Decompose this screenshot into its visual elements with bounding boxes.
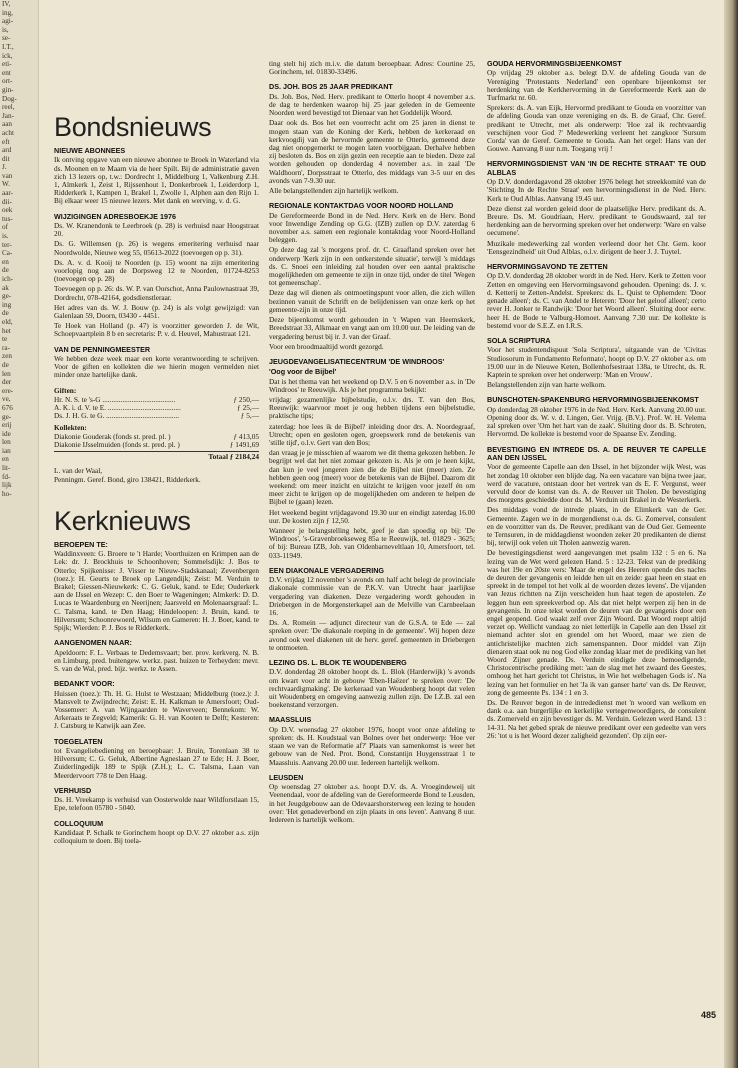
margin-fragment: lijk bbox=[2, 481, 12, 490]
article bbox=[54, 639, 259, 673]
gift-name: Hr. N. S. te 's-G ........................................ bbox=[54, 394, 176, 404]
signature: L. van der Waal, bbox=[54, 466, 103, 476]
article-paragraph: De Gereformeerde Bond in de Ned. Herv. Kerk en de Herv. Bond voor Inwendige Zending op G.G. (IZB) zullen op D.V. zaterdag 6 november a.s. samen een regionale kontaktdag voor Noord-Holland beleggen. bbox=[269, 210, 475, 245]
margin-fragment: ard bbox=[2, 146, 12, 155]
gift-amount: ƒ 413,05 bbox=[233, 431, 259, 441]
margin-fragment: aar- bbox=[2, 189, 14, 198]
margin-fragment: ian bbox=[2, 446, 11, 455]
margin-fragment: het bbox=[2, 326, 11, 335]
article-paragraph: Het adres van ds. W. J. Bouw (p. 24) is als volgt gewijzigd: van Galenlaan 59, Doorn, 03430 - 4451. bbox=[54, 302, 259, 321]
margin-fragment: eti- bbox=[2, 60, 12, 69]
gift-amount: ƒ 1491,69 bbox=[229, 439, 259, 449]
gift-amount: ƒ 250,— bbox=[233, 394, 259, 404]
article bbox=[487, 60, 706, 153]
margin-fragment: ra- bbox=[2, 343, 10, 352]
article bbox=[269, 83, 475, 195]
article-paragraph: Voor de gemeente Capelle aan den IJssel, in het bijzonder wijk West, was het zondag 10 oktober een blijde dag. Na een vacature van bijna twee jaar, werd de vacature, ontstaan door het vertrek van ds E. F. Vergunst, weer vervuld door de komst van ds. A. de Reuver uit Tholen. De bevestiging des morgens geschiedde door ds. M. Verduin uit Brakel in de Westerkerk. bbox=[487, 462, 706, 505]
gift-amount: ƒ 5,— bbox=[240, 411, 259, 421]
article-paragraph: Op D.V. donderdag 28 oktober wordt in de Ned. Herv. Kerk te Zetten voor Zetten en omgeving een Hervormingsavond gehouden. Opening: ds. J. v. d. Ketterij te Zetten-Andelst. Sprekers: ds. L. Quist te Ophemden: 'Door genade alleen'; ds. C. van Andel te Heteren: 'Door het geloof alleen'; certo rever H. Jonker te Randwijk: 'Door het Woord alleen'. Sluiting door eerw. heer H. de Bode te Valburg-Homoet. Aanvang 7.30 uur. De kollekte is bestemd voor de S.E.Z. en I.R.S. bbox=[487, 271, 706, 330]
article-paragraph: Te Hoek van Holland (p. 47) is voorzitter geworden J. de Wit, Schoepvaartplein 8 b en secretaris: P. v. d. Heuvel, Mahustraat 121. bbox=[54, 321, 259, 339]
article-paragraph: Op D.V. donderdagavond 28 oktober 1976 belegt het streekkomité van de 'Stichting In de Rechte Straat' een hervormingsdienst in de Ned. Herv. Kerk te Oud Alblas. Aanvang 19.45 uur. bbox=[487, 177, 706, 203]
article bbox=[269, 567, 475, 652]
article-paragraph: Waddinxveen: G. Broere te 't Harde; Voorthuizen en Krimpen aan de Lek: dr. J. Brockhuis te Schoonhoven; Sommelsdijk: J. Bos te Otterlo; Spijkenisse: J. Visser te Nieuw-Stadskanaal; Zevenbergen (toez.): H. Geurts te Broek op Langendijk; Zeist: M. Verduin te Brakel; Giessen-Nieuwkerk: C. G. Geluk, kand. te Ede; Ouderkerk aan de IJssel en Wezep: C. den Boer te Wageningen; Almkerk: D. D. Lucas te Waardenburg en Neerijnen; Jaarsveld en Molenaarsgraaf: L. C. Talsma, kand. te Den Haag; Hindeloopen: J. Bruin, kand. te Hilversum; Schoonrewoerd, Wilsum en Gameren: H. J. Boer, kand. te Spijk; Wierden: P. J. Bos te Ridderkerk. bbox=[54, 549, 259, 632]
article-paragraph: Des middags vond de intrede plaats, in de Elimkerk van de Ger. Gemeente. Zagen we in de morgendienst o.a. ds. G. Zomervel, consulent en de voorzitter van ds. De Reuver, predikant van de Oud Ger. Gemeente te Ternsuren, in de middagdienst woonden zeker 20 predikanten de dienst bij, terwijl ook velen uit Tholen aanwezig waren. bbox=[487, 505, 706, 548]
article-heading: BEDANKT VOOR: bbox=[54, 679, 115, 689]
article-paragraph: Wanneer je belangstelling hebt, geef je dan spoedig op bij: 'De Windroos', 's-Gravenbroekseweg 85a te Reeuwijk, tel. 01829 - 3625; of bij: Bureau IZB, Joh. van Oldenbarneveltlaan 10, Amersfoort, tel. 033-11949. bbox=[269, 525, 475, 560]
previous-page-margin bbox=[0, 0, 39, 1068]
margin-fragment: acht bbox=[2, 128, 14, 137]
article-heading: JEUGDEVANGELISATIECENTRUM 'DE WINDROOS' bbox=[269, 356, 445, 366]
signature-line2: Penningm. Geref. Bond, giro 138421, Ridderkerk. bbox=[54, 474, 201, 484]
article-paragraph: Deze bijeenkomst wordt gehouden in 't Wapen van Heemskerk, Breedstraat 33, Alkmaar en vangt aan om 10.00 uur. De leiding van de vergadering berust bij ir. J. van der Graaf. bbox=[269, 315, 475, 341]
margin-fragment: en bbox=[2, 257, 9, 266]
gift-row bbox=[54, 412, 259, 420]
article-paragraph: Ds. A. v. d. Kooij te Noorden (p. 15) woont na zijn emeritering voorlopig nog aan de Dorpsweg 12 te Noorden, 01724-8253 (toevoegen op p. 28) bbox=[54, 257, 259, 284]
article-paragraph: Toevoegen op p. 26: ds. W. P. van Oorschot, Anna Paulownastraat 39, Dordrecht, 078-42164, godsdienstleraar. bbox=[54, 284, 259, 302]
margin-fragment: dit bbox=[2, 154, 10, 163]
article bbox=[269, 60, 475, 76]
article-heading: BEVESTIGING EN INTREDE DS. A. DE REUVER TE CAPELLE AAN DEN IJSSEL bbox=[487, 444, 706, 462]
article-paragraph: Op deze dag zal 's morgens prof. dr. C. Graafland spreken over het onderwerp 'Kerk zijn in een ontkerstende situatie', terwijl 's middags ds. C. Snoei een inleiding zal houden over een aantal praktische mogelijkheden om gemeente te zijn in onze tijd, onder de titel 'Wegen tot gemeenschap'. bbox=[269, 245, 475, 288]
gift-name: A. K. i. d. V. te E. ........................................ bbox=[54, 403, 181, 413]
article-paragraph: Alle belangstellenden zijn hartelijk welkom. bbox=[269, 186, 399, 196]
margin-fragment: de bbox=[2, 266, 9, 275]
article-subheading: 'Oog voor de Bijbel' bbox=[269, 367, 337, 377]
gift-row bbox=[54, 441, 259, 449]
margin-fragment: de bbox=[2, 360, 9, 369]
article bbox=[54, 346, 259, 380]
margin-fragment: ing, bbox=[2, 8, 13, 17]
kollekten-label: Kollekten: bbox=[54, 422, 87, 432]
article-paragraph: Kandidaat P. Schalk te Gorinchem hoopt op D.V. 27 oktober a.s. zijn colloquium te doen. Bij toela- bbox=[54, 828, 259, 846]
article-heading: BUNSCHOTEN-SPAKENBURG HERVORMINGSBIJEENKOMST bbox=[487, 395, 699, 405]
giften-list bbox=[54, 396, 259, 421]
totaal: Totaal ƒ 2184,24 bbox=[54, 451, 259, 461]
margin-fragment: ter- bbox=[2, 240, 12, 249]
article-heading: AANGENOMEN NAAR: bbox=[54, 638, 132, 648]
margin-fragment: Ca- bbox=[2, 249, 13, 258]
article-paragraph: Huissen (toez.): Th. H. G. Hulst te Westzaan; Middelburg (toez.): J. Mansvelt te Zwijndrecht; Zeist: E. H. Kalkman te Amersfoort; Oud-Vossemeer: A. van Wijngaarden te Waverveen; Bennekom: W. Arkeraats te Zegveld; Kamerik: G. H. van Kooten te Delft; Kesteren: J. Catsburg te Katwijk aan Zee. bbox=[54, 688, 259, 731]
article-paragraph: Apeldoorn: F. L. Verbaas te Dedemsvaart; ber. prov. kerkverg. N. B. en Limburg, pred. buitengew. werkz. past. huizen te Terheyden: mevr. S. van de Wal, pred. bijz. werkz. te Assen. bbox=[54, 647, 259, 673]
article-heading: HERVORMINGSAVOND TE ZETTEN bbox=[487, 262, 608, 272]
margin-fragment: Jan- bbox=[2, 111, 14, 120]
article bbox=[487, 337, 706, 389]
article-paragraph: Muzikale medewerking zal worden verleend door het Chr. Gem. koor 'Eensgezindheid' uit Oud Alblas, o.l.v. dirigent de heer J. J. Tuytel. bbox=[487, 238, 706, 256]
margin-fragment: I.T., bbox=[2, 42, 14, 51]
margin-fragment: ide bbox=[2, 429, 11, 438]
article-heading: VAN DE PENNINGMEESTER bbox=[54, 344, 151, 354]
margin-fragment: len bbox=[2, 369, 11, 378]
article-paragraph: tot Evangeliebediening en beroepbaar: J. Bruin, Torenlaan 38 te Hilversum; C. G. Geluk, Albertine Agneslaan 27 te Ede; H. J. Boer, Zuiderlingedijk 189 te Spijk (Z.H.); L. C. Talsma, Laan van Meerdervoort 778 te Den Haag. bbox=[54, 746, 259, 780]
article-paragraph: Daar ook ds. Bos het een voorrecht acht om 25 jaren in dienst te mogen staan van de Koning der Kerk, hebben de kerkeraad en kerkvoogdij van de hervormde gemeente te Otterlo, gemeend deze dag niet onopgemerkt te mogen laten voorbijgaan. Derhalve hebben zij besloten ds. Bos en zijn gezin een receptie aan te bieden. Deze zal worden gehouden op donderdag 4 november a.s. in zaal 'De Waldhoorn', Dorpsstraat te Otterlo, des middags van 3-5 uur en des avonds van 7-9.30 uur. bbox=[269, 118, 475, 185]
column-middle bbox=[269, 60, 475, 831]
bondsnieuws-title: Bondsnieuws bbox=[54, 112, 212, 142]
article bbox=[54, 787, 259, 813]
article-heading: LEZING DS. L. BLOK TE WOUDENBERG bbox=[269, 658, 407, 668]
article-paragraph: Ds. H. Vreekamp is verhuisd van Oosterwolde naar Wildforstlaan 15, Epe, telefoon 05780 - 5040. bbox=[54, 795, 259, 813]
article-paragraph: Ik ontving opgave van een nieuwe abonnee te Broek in Waterland via ds. Moonen en te Maarn via de heer Spilt. Bij de administratie gaven zich 13 lezers op, t.w.: Dordrecht 1, Middelburg 1, Valkenburg Z.H. 1, Almkerk 1, Zeist 1, Rijssenhout 1, Donkerbroek 1, Leiderdorp 1, Ridderkerk 1, Kampen 1, Brakel 1, Zwolle 1, Alphen aan den Rijn 1. Bij elkaar weer 15 nieuwe lezers. Met dank en werving, v. d. G. bbox=[54, 155, 259, 206]
article-paragraph: vrijdag: gezamenlijke bijbelstudie, o.l.v. drs. T. van den Bos, Reeuwijk: waarvoor moet je oog hebben tijdens een bijbelstudie, praktische tips; bbox=[269, 394, 475, 421]
article-paragraph: Dat is het thema van het weekend op D.V. 5 en 6 november a.s. in 'De Windroos' te Reeuwijk. Als je het programma bekijkt: bbox=[269, 376, 475, 394]
article-heading: SOLA SCRIPTURA bbox=[487, 335, 551, 345]
margin-fragment: ho- bbox=[2, 489, 12, 498]
article bbox=[54, 738, 259, 780]
article-paragraph: Het weekend begint vrijdagavond 19.30 uur en eindigt zaterdag 16.00 uur. De kosten zijn ƒ 12,50. bbox=[269, 507, 475, 525]
article-paragraph: Op donderdag 28 oktober 1976 in de Ned. Herv. Kerk. Aanvang 20.00 uur. Opening door ds. W. v. d. Lingen, Ger. Vrijg. (B.V.). Prof. W. H. Velema zal spreken over 'Om het hart van de zaak'. Sluiting door ds. B. Schroten, Hervormd. De kollekte is bestemd voor de Spaanse Ev. Zending. bbox=[487, 404, 706, 439]
article-paragraph: Ds. W. Kranendonk te Leerbroek (p. 28) is verhuisd naar Hoogstraat 20. bbox=[54, 221, 259, 239]
article bbox=[269, 358, 475, 560]
margin-fragment: of bbox=[2, 223, 8, 232]
gift-name: Ds. J. H. G. te G. ........................................ bbox=[54, 411, 180, 421]
article-heading: MAASSLUIS bbox=[269, 715, 312, 725]
article bbox=[54, 680, 259, 730]
margin-fragment: len bbox=[2, 438, 11, 447]
article-paragraph: zaterdag: hoe lees ik de Bijbel? inleiding door drs. A. Noordegraaf, Utrecht; open en gesloten ogen, groepswerk rond de betekenis van 'stille tijd', o.l.v. Gert van den Bos; bbox=[269, 421, 475, 447]
margin-fragment: gin- bbox=[2, 85, 14, 94]
article-paragraph: Deze dienst zal worden geleid door de plaatselijke Herv. predikant ds. A. Breure. Ds. M. Goudriaan, Herv. predikant te Goudswaard, zal ter herdenking aan de hervorming spreken over het onderwerp: 'Ware en valse oecumene'. bbox=[487, 203, 706, 238]
margin-fragment: ich- bbox=[2, 275, 14, 283]
margin-fragment: te bbox=[2, 335, 8, 344]
article-paragraph: Voor een broodmaaltijd wordt gezorgd. bbox=[269, 341, 384, 351]
article-heading: TOEGELATEN bbox=[54, 736, 103, 746]
article-heading: DS. JOH. BOS 25 JAAR PREDIKANT bbox=[269, 82, 393, 92]
article-heading: NIEUWE ABONNEES bbox=[54, 146, 126, 155]
margin-fragment: ge- bbox=[2, 412, 12, 421]
bondsnieuws-articles bbox=[54, 147, 259, 380]
article-heading: REGIONALE KONTAKTDAG VOOR NOORD HOLLAND bbox=[269, 201, 454, 211]
article-heading: VERHUISD bbox=[54, 785, 92, 795]
article-paragraph: Belangstellenden zijn van harte welkom. bbox=[487, 380, 606, 390]
article-heading: LEUSDEN bbox=[269, 772, 304, 782]
margin-fragment: zen bbox=[2, 352, 12, 361]
article-paragraph: Deze dag wil dienen als ontmoetingspunt voor allen, die zich willen bezinnen vanuit de Schrift en de belijdenissen van onze kerk op het gemeente-zijn in onze tijd. bbox=[269, 288, 475, 314]
margin-fragment: agi- bbox=[2, 17, 14, 26]
margin-fragment: is. bbox=[2, 232, 9, 241]
margin-fragment: IV, bbox=[2, 0, 11, 8]
margin-fragment: lit- bbox=[2, 464, 11, 473]
article-paragraph: Op vrijdag 29 oktober a.s. belegt D.V. de afdeling Gouda van de Vereniging 'Protestants Nederland' een openbare bijeenkomst ter herdenking van de Kerkhervorming in de Gereformeerde Kerk aan de Turfmarkt nr. 60. bbox=[487, 68, 706, 103]
article-paragraph: dan vraag je je misschien af waarom we dit thema gekozen hebben. Je begrijpt wel dat het niet zomaar gekozen is. Als je om je heen kijkt, dan kun je veel jongeren zien die de Bijbel niet (meer) zien. Ze hebben geen oog (meer) voor de betekenis van de Bijbel. Daarom dit weekend: om meer inzicht en uitzicht te krijgen voor jezelf én om meer zicht te krijgen op de mogelijkheden om anderen te helpen de Bijbel te (gaan) lezen. bbox=[269, 448, 475, 507]
margin-fragment: ick, bbox=[2, 51, 13, 60]
margin-fragment: ak bbox=[2, 283, 9, 292]
kollekten-list bbox=[54, 433, 259, 449]
article-paragraph: D.V. donderdag 28 oktober hoopt ds. L. Blok (Harderwijk) 's avonds om kwart voor acht in gebouw 'Eben-Haëzer' te spreken over: 'De rechtvaardigmaking'. De kerkeraad van Woudenberg hoopt dat velen uit Woudenberg en omgeving aanwezig zullen zijn. De I.Z.B. zal een boekenstand verzorgen. bbox=[269, 667, 475, 710]
margin-fragment: W. bbox=[2, 180, 10, 189]
article-paragraph: Ds. De Reuver begon in de intrededienst met 'n woord van welkom en dank o.a. aan burgerlijke en kerkelijke vertegenwoordigers, de consulent ds. Zomerveld en zijn bevestiger ds. M. Verduin. Gelezen werd Hand. 13 : 14-31. Na het gebed sprak de nieuwe predikant over een gedeelte van vers 26: 'tot u is het Woord dezer zaligheid gezonden'. Op zijn eer- bbox=[487, 698, 706, 740]
article bbox=[269, 202, 475, 351]
article bbox=[487, 263, 706, 330]
kerknieuws-articles bbox=[54, 541, 259, 846]
article bbox=[54, 147, 259, 206]
article bbox=[269, 716, 475, 766]
article-paragraph: Op woensdag 27 oktober a.s. hoopt D.V. ds. A. Vroegindeweij uit Veenendaal, voor de afdeling van de Gereformeerde Bond te Leusden, in het Jeugdgebouw aan de Odevaarshorsterweg een lezing te houden over: 'Het genadeverbond en zijn plaats in ons leven'. Aanvang 8 uur. Iedereen is hartelijk welkom. bbox=[269, 782, 475, 825]
margin-fragment: eft bbox=[2, 137, 10, 146]
margin-fragment: J. bbox=[2, 163, 7, 172]
article-paragraph: De bevestigingsdienst werd aangevangen met psalm 132 : 5 en 6. Na lezing van de Wet werd gelezen Hand. 5 : 12-23. Tekst van de prediking was het 19e en 20ste vers: 'Maar de engel des Heeren opende des nachts de deuren der gevangenis en leidde hen uit en zeide: gaat heen en staat en spreekt in de tempel tot het volk al de woorden dezes levens'. De vijanden van Jezus richtten na Zijn verscheiden hun haat tegen de apostelen. Ze leggen hun een spreekverbod op. Als dat niet helpt werpen zij hen in de gevangenis. In onze tekst worden de deuren van de gevangenis door een engel geopend. God waakt zelf over Zijn Woord. Dat Woord roept altijd verzet op. Wellicht vandaag zo niet letterlijk in Capelle aan den IJssel zit niemand achter slot en grendel om het Woord, maar we zien de antichristelijke machten zich samenspannen. Door middel van Zijn dienaren staat ook nu nog God elke zondag klaar met de prediking van het Woord Zijner genade. Ds. Verduin eindigde deze bemoedigende, Christocentrische prediking met: 'aan de slag met het zwaard des Geestes, omhoog het hart gericht tot Christus, in Wie het welbehagen Gods is'. Na lezing van het formulier en het 'Ja ik van ganser harte' van ds. De Reuver, zong de gemeente Ps. 134 : 1 en 3. bbox=[487, 548, 706, 697]
margin-fragment: ge- bbox=[2, 292, 12, 301]
article bbox=[54, 213, 259, 339]
article-paragraph: Ds. G. Willemsen (p. 26) is wegens emeritering verhuisd naar Noordwolde, Nieuwe weg 55, 05613-2022 (toevoegen op p. 31). bbox=[54, 239, 259, 257]
article-paragraph: Ds. Joh. Bos, Ned. Herv. predikant te Otterlo hoopt 4 november a.s. de dag te herdenken waarop hij 25 jaar geleden in de Gemeente Noorden werd bevestigd tot Dienaar van het Goddelijk Woord. bbox=[269, 91, 475, 118]
margin-fragment: der bbox=[2, 378, 12, 387]
article bbox=[54, 541, 259, 632]
giften-block bbox=[54, 387, 259, 484]
margin-fragment: tus- bbox=[2, 214, 13, 223]
giften-label: Giften: bbox=[54, 385, 77, 395]
article-heading: EEN DIAKONALE VERGADERING bbox=[269, 565, 385, 575]
margin-fragment: 676 bbox=[2, 403, 13, 412]
article-heading: BEROEPEN TE: bbox=[54, 539, 108, 549]
margin-fragment: Dog- bbox=[2, 94, 17, 103]
column-left bbox=[54, 112, 259, 852]
article bbox=[487, 396, 706, 438]
margin-fragment: ing bbox=[2, 300, 12, 309]
margin-fragment: eld, bbox=[2, 317, 13, 326]
margin-fragment: ere- bbox=[2, 386, 14, 395]
margin-fragment: ve, bbox=[2, 395, 11, 404]
margin-fragment: de bbox=[2, 309, 9, 318]
margin-fragment: oek bbox=[2, 206, 13, 215]
article bbox=[269, 659, 475, 709]
article-paragraph: Sprekers: ds. A. van Eijk, Hervormd predikant te Gouda en voorzitter van de afdeling Gouda van onze vereniging en ds. B. de Graaf, Chr. Geref. predikant te Utrecht, met als onderwerp: 'Hoe zal ik rechtvaardig verschijnen voor God ?' Medewerking verleent het zangkoor 'Sursum Corda' van de Geref. Gemeente te Gouda. Aan het orgel: Hans van der Gouwe. Aanvang 8 uur n.m. Toegang vrij ! bbox=[487, 103, 706, 154]
margin-fragment: ent bbox=[2, 68, 11, 77]
margin-fragment: reel, bbox=[2, 103, 15, 112]
article-paragraph: Voor het studentendispuut 'Sola Scriptura', uitgaande van de 'Civitas Studiosorum in Fundamento Reformato', hoopt op D.V. 27 oktober a.s. om 19.00 uur in de Nieuwe Keten, Bollenhofsestraat 138a, te Utrecht, ds. R. Kaptein te spreken over het onderwerp: 'Man en Vrouw'. bbox=[487, 345, 706, 379]
article-heading: GOUDA HERVORMINGSBIJEENKOMST bbox=[487, 59, 622, 68]
article bbox=[487, 160, 706, 256]
article-paragraph: Ds. A. Romein — adjunct directeur van de G.S.A. te Ede — zal spreken over: 'De diakonale roeping in de gemeente'. Wij hopen deze avond ook veel diakenen uit de herv. geref. gemeenten in Driebergen te ontmoeten. bbox=[269, 618, 475, 652]
margin-fragment: fd- bbox=[2, 472, 11, 481]
margin-fragment: en bbox=[2, 455, 9, 464]
margin-fragment: aan bbox=[2, 120, 12, 129]
article-heading: WIJZIGINGEN ADRESBOEKJE 1976 bbox=[54, 211, 176, 221]
margin-fragment: ort- bbox=[2, 77, 13, 86]
gift-name: Diakonie IJsselmuiden (fonds st. pred. pl. ) bbox=[54, 439, 180, 449]
gift-amount: ƒ 25,— bbox=[237, 403, 259, 413]
margin-fragment: dii- bbox=[2, 197, 12, 206]
page-number: 485 bbox=[700, 1010, 716, 1020]
article bbox=[487, 446, 706, 741]
page-edge-shadow bbox=[724, 0, 738, 1068]
article-paragraph: Op D.V. woensdag 27 oktober 1976, hoopt voor onze afdeling te spreken: ds. H. Koudstaal van Bolnes over het onderwerp: 'Hoe ver staan we van de Reformatie af?' Plaats van samenkomst is weer het gebouw van de Ned. Prot. Bond, Constantijn Huygensstraat 1 te Maassluis. Aanvang 20.00 uur. Iedereen hartelijk welkom. bbox=[269, 724, 475, 767]
article-heading: HERVORMINGSDIENST VAN 'IN DE RECHTE STRAAT' TE OUD ALBLAS bbox=[487, 159, 706, 177]
margin-fragment: is, bbox=[2, 25, 9, 34]
margin-fragment: van bbox=[2, 171, 13, 180]
article bbox=[54, 820, 259, 846]
article-paragraph: We hebben deze week maar een korte verantwoording te schrijven. Voor de giften en kollekten die we hierin mogen vermelden niet minder onze hartelijke dank. bbox=[54, 354, 259, 380]
article bbox=[269, 774, 475, 824]
gift-name: Diakonie Gouderak (fonds st. pred. pl. ) bbox=[54, 431, 171, 441]
article-paragraph: ting stelt hij zich m.i.v. die datum beroepbaar. Adres: Courtine 25, Gorinchem, tel. 01830-33496. bbox=[269, 59, 475, 77]
article-paragraph: D.V. vrijdag 12 november 's avonds om half acht belegt de provinciale diakonale commissie van de P.K.V. van Utrecht haar jaarlijkse vergadering van diakenen. Deze vergadering wordt gehouden in Driebergen in de Morgensterkapel aan de Melville van Carnbeelaan 16. bbox=[269, 575, 475, 617]
margin-fragment: se- bbox=[2, 34, 11, 43]
article-heading: COLLOQUIUM bbox=[54, 818, 104, 828]
column-right bbox=[487, 60, 706, 747]
margin-fragment: erij bbox=[2, 421, 12, 430]
kerknieuws-title: Kerknieuws bbox=[54, 505, 191, 536]
